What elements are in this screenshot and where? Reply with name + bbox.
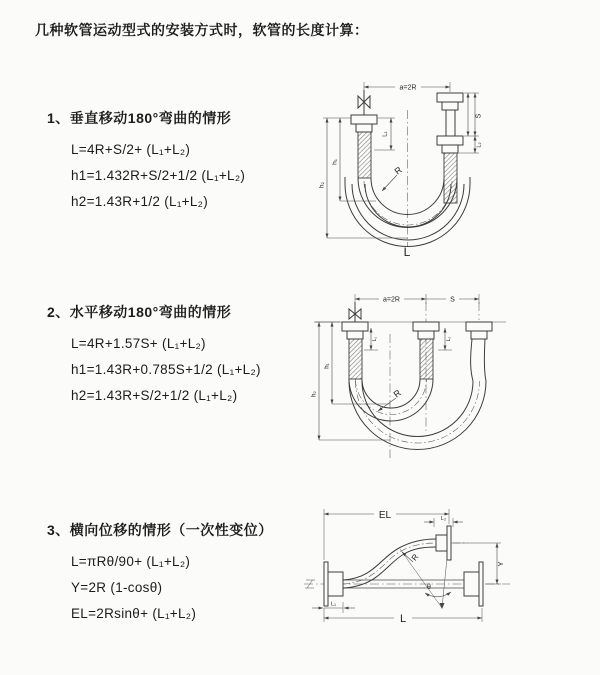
dim-label-a2r: a=2R bbox=[399, 84, 417, 92]
left-flange bbox=[324, 562, 343, 606]
dim-label-s: S bbox=[450, 296, 455, 304]
left-fitting bbox=[351, 115, 377, 178]
dimension-el bbox=[324, 509, 449, 563]
hose-arcs bbox=[349, 336, 486, 449]
dim-label-radius: R bbox=[409, 552, 421, 563]
page-title: 几种软管运动型式的安装方式时，软管的长度计算： bbox=[35, 22, 369, 38]
dim-label-angle: θ bbox=[427, 584, 431, 591]
dim-label-l2: L₂ bbox=[476, 142, 483, 148]
dim-label-h2: h₂ bbox=[318, 181, 326, 189]
dim-label-a2r: a=2R bbox=[383, 296, 400, 304]
s-curve-hose bbox=[343, 539, 436, 588]
valve-icon bbox=[349, 302, 361, 322]
section-3-formula-Y: Y=2R (1-cosθ) bbox=[71, 580, 163, 595]
angle-vertex-arrow bbox=[440, 603, 445, 609]
dimension-l bbox=[324, 608, 482, 625]
section-2-formula-h1: h1=1.43R+0.785S+1/2 (L₁+L₂) bbox=[71, 362, 261, 377]
diagram-horizontal-180-bend bbox=[298, 282, 590, 470]
dim-label-length: L bbox=[403, 245, 411, 259]
dim-label-l1: L₁ bbox=[382, 131, 389, 137]
section-2 bbox=[47, 302, 261, 409]
section-3 bbox=[47, 520, 273, 627]
dimension-l1 bbox=[312, 602, 355, 614]
dim-label-h2: h₂ bbox=[311, 391, 318, 397]
dimension-radius bbox=[382, 164, 404, 191]
section-1-formula-h1: h1=1.432R+S/2+1/2 (L₁+L₂) bbox=[71, 168, 246, 183]
section-1-formula-L: L=4R+S/2+ (L₁+L₂) bbox=[71, 142, 191, 157]
dim-label-h1: h₁ bbox=[324, 363, 331, 369]
dim-label-l2: L₂ bbox=[446, 336, 452, 342]
top-flange-displaced bbox=[436, 526, 451, 560]
valve-icon bbox=[358, 90, 370, 115]
right-fittings bbox=[437, 93, 463, 203]
dim-label-s: S bbox=[475, 113, 483, 119]
section-3-formula-EL: EL=2Rsinθ+ (L₁+L₂) bbox=[71, 606, 197, 621]
dimension-radius bbox=[378, 387, 403, 411]
dim-label-radius: R bbox=[391, 387, 403, 400]
section-1-formula-h2: h2=1.43R+1/2 (L₁+L₂) bbox=[71, 194, 209, 209]
section-3-heading: 3、横向位移的情形（一次性变位） bbox=[47, 522, 273, 538]
dimension-a2r-s bbox=[355, 294, 479, 304]
section-1-heading: 1、垂直移动180°弯曲的情形 bbox=[47, 110, 232, 126]
dimension-a2r bbox=[364, 82, 450, 92]
dimension-l2 bbox=[424, 516, 463, 527]
right-flange-original bbox=[464, 562, 483, 606]
section-3-formula-L: L=πRθ/90+ (L₁+L₂) bbox=[71, 554, 191, 569]
dim-label-l1: L₁ bbox=[331, 601, 336, 608]
diagram-lateral-displacement bbox=[296, 496, 600, 654]
section-2-heading: 2、水平移动180°弯曲的情形 bbox=[47, 304, 232, 320]
dim-label-l2: L₂ bbox=[440, 516, 447, 522]
dim-label-el: EL bbox=[378, 510, 392, 521]
middle-fitting bbox=[413, 322, 439, 379]
section-2-formula-L: L=4R+1.57S+ (L₁+L₂) bbox=[71, 336, 206, 351]
section-2-formula-h2: h2=1.43R+S/2+1/2 (L₁+L₂) bbox=[71, 388, 238, 403]
dimension-l2 bbox=[438, 328, 452, 350]
dimension-radius-angle bbox=[400, 549, 451, 609]
left-fitting bbox=[342, 322, 368, 379]
section-1 bbox=[47, 108, 245, 215]
dim-label-radius: R bbox=[392, 164, 404, 177]
diagram-vertical-180-bend bbox=[302, 70, 588, 266]
dim-label-h1: h₁ bbox=[331, 159, 339, 165]
right-fitting bbox=[466, 322, 492, 339]
dim-label-l: L bbox=[399, 613, 407, 625]
dim-label-y: Y bbox=[496, 561, 505, 567]
dim-label-l1: L₁ bbox=[372, 336, 378, 342]
